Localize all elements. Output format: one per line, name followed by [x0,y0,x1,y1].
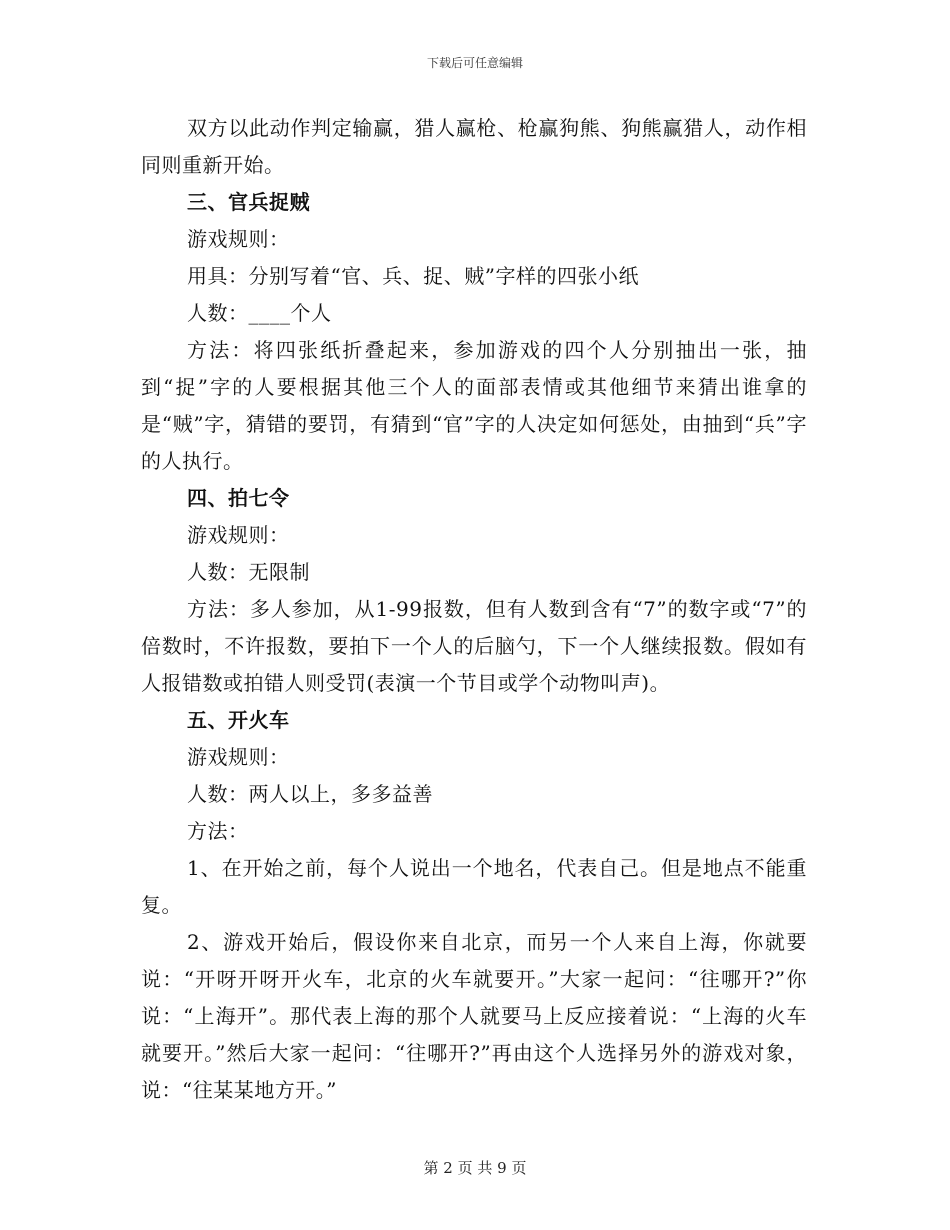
paragraph: 游戏规则： [187,227,290,251]
page-header: 下载后可任意编辑 [426,56,523,70]
page-footer: 第 2 页 共 9 页 [423,1159,527,1177]
document-body [141,110,807,1109]
section-heading: 五、开火车 [187,708,290,732]
paragraph: 游戏规则： [187,523,290,547]
paragraph: 1、在开始之前，每个人说出一个地名，代表自己。但是地点不能重复。 [141,856,807,917]
paragraph: 方法：多人参加，从1-99报数，但有人数到含有“7”的数字或“7”的倍数时，不许报数，要拍下一个人的后脑勺，下一个人继续报数。假如有人报错数或拍错人则受罚(表演一个节目或学个动物叫声)。 [141,597,807,695]
paragraph: 方法：将四张纸折叠起来，参加游戏的四个人分别抽出一张，抽到“捉”字的人要根据其他三个人的面部表情或其他细节来猜出谁拿的是“贼”字，猜错的要罚，有猜到“官”字的人决定如何惩处，由抽到“兵”字的人执行。 [141,338,807,473]
paragraph: 双方以此动作判定输赢，猎人赢枪、枪赢狗熊、狗熊赢猎人，动作相同则重新开始。 [141,116,807,177]
paragraph: 人数：无限制 [187,560,310,584]
paragraph: 人数：____个人 [187,301,332,325]
paragraph: 游戏规则： [187,745,290,769]
paragraph: 用具：分别写着“官、兵、捉、贼”字样的四张小纸 [187,264,639,288]
paragraph: 方法： [187,819,249,843]
paragraph: 人数：两人以上，多多益善 [187,782,433,806]
paragraph: 2、游戏开始后，假设你来自北京，而另一个人来自上海，你就要说：“开呀开呀开火车，北京的火车就要开。”大家一起问：“往哪开?”你说：“上海开”。那代表上海的那个人就要马上反应接着说：“上海的火车就要开。”然后大家一起问：“往哪开?”再由这个人选择另外的游戏对象，说：“往某某地方开。” [141,930,807,1102]
section-heading: 三、官兵捉贼 [187,190,310,214]
section-heading: 四、拍七令 [187,486,290,510]
